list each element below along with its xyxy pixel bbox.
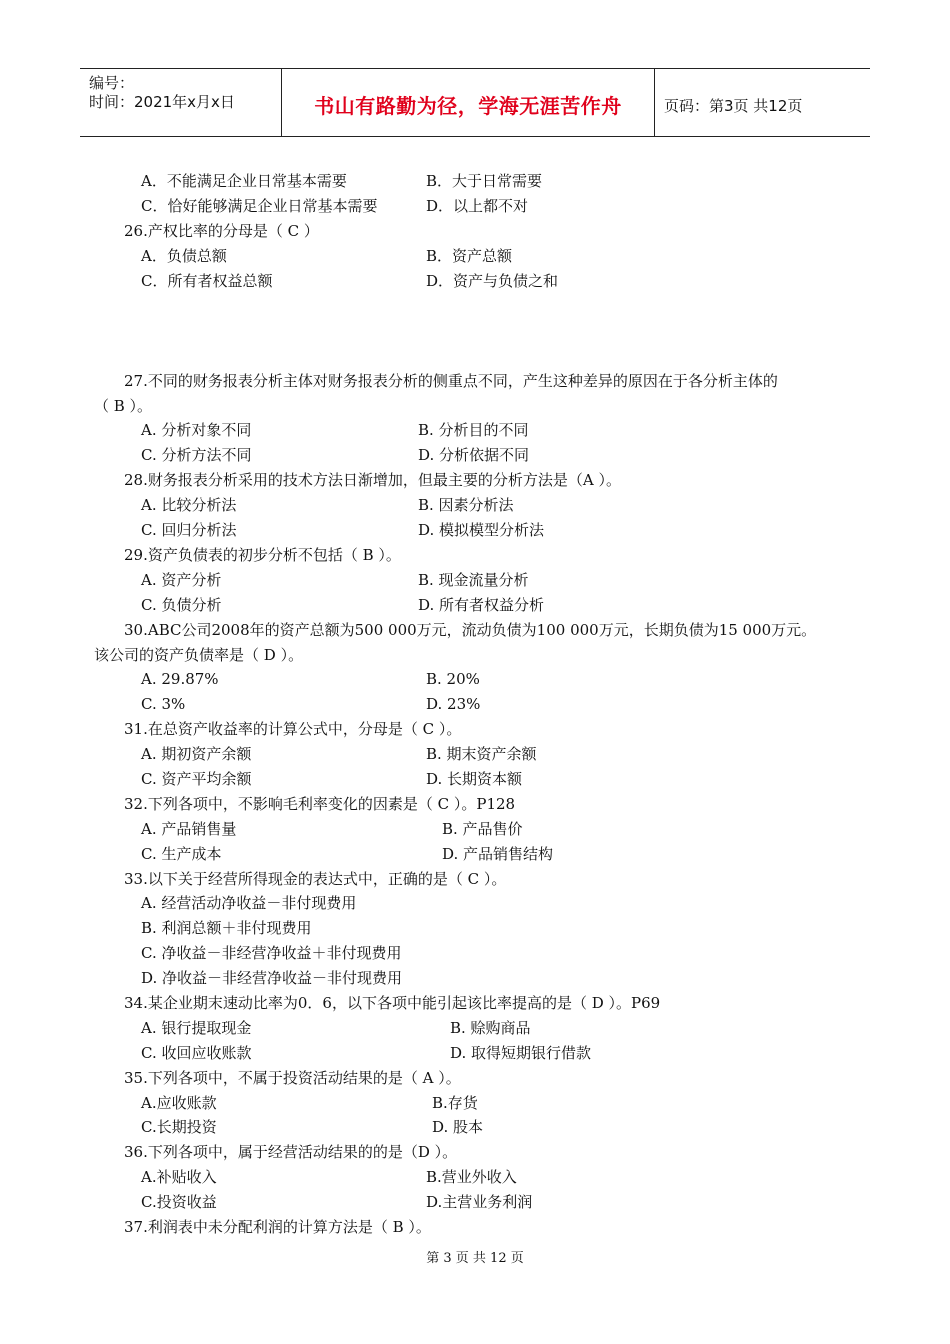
option-line: C. 收回应收账款: [141, 1044, 252, 1062]
option-line: D. 分析依据不同: [418, 446, 530, 464]
option-line: C. 生产成本: [141, 845, 222, 863]
option-line: C.长期投资: [141, 1118, 217, 1136]
option-line: D. 产品销售结构: [442, 845, 554, 863]
option-line: B. 赊购商品: [450, 1019, 531, 1037]
question-line: 35.下列各项中，不属于投资活动结果的是（ A ）。: [124, 1069, 461, 1087]
question-line: 29.资产负债表的初步分析不包括（ B ）。: [124, 546, 401, 564]
option-line: A. 29.87%: [141, 670, 219, 688]
option-line: D. 所有者权益分析: [418, 596, 545, 614]
option-line: A.补贴收入: [141, 1168, 217, 1186]
option-line: A．不能满足企业日常基本需要: [141, 172, 347, 190]
page-footer: 第 3 页 共 12 页: [426, 1251, 524, 1266]
option-line: A. 经营活动净收益－非付现费用: [141, 894, 357, 912]
option-line: B. 利润总额＋非付现费用: [141, 919, 312, 937]
question-line: 该公司的资产负债率是（ D ）。: [94, 646, 304, 664]
option-line: D.主营业务利润: [426, 1193, 533, 1211]
option-line: C. 回归分析法: [141, 521, 237, 539]
question-line: 33.以下关于经营所得现金的表达式中，正确的是（ C ）。: [124, 870, 507, 888]
question-line: （ B ）。: [94, 397, 153, 415]
option-line: D. 模拟模型分析法: [418, 521, 545, 539]
header-page-info: 页码：第3页 共12页: [664, 97, 803, 115]
question-line: 28.财务报表分析采用的技术方法日渐增加，但最主要的分析方法是（A ）。: [124, 471, 621, 489]
option-line: D．以上都不对: [426, 197, 529, 215]
option-line: C. 资产平均余额: [141, 770, 252, 788]
option-line: A.应收账款: [141, 1094, 217, 1112]
option-line: C.投资收益: [141, 1193, 217, 1211]
option-line: D. 净收益－非经营净收益－非付现费用: [141, 969, 403, 987]
option-line: C. 净收益－非经营净收益＋非付现费用: [141, 944, 402, 962]
option-line: D. 取得短期银行借款: [450, 1044, 592, 1062]
option-line: D. 长期资本额: [426, 770, 523, 788]
option-line: B. 分析目的不同: [418, 421, 529, 439]
question-line: 32.下列各项中，不影响毛利率变化的因素是（ C ）。P128: [124, 795, 516, 813]
question-line: 31.在总资产收益率的计算公式中，分母是（ C ）。: [124, 720, 462, 738]
header-motto: 书山有路勤为径，学海无涯苦作舟: [314, 94, 622, 118]
document-date: 时间：2021年x月x日: [89, 93, 235, 111]
option-line: C. 分析方法不同: [141, 446, 252, 464]
document-number-label: 编号：: [89, 74, 135, 92]
option-line: A. 资产分析: [141, 571, 222, 589]
option-line: A. 分析对象不同: [141, 421, 252, 439]
option-line: B. 20%: [426, 670, 480, 688]
option-line: B. 因素分析法: [418, 496, 514, 514]
option-line: C．所有者权益总额: [141, 272, 273, 290]
option-line: D. 23%: [426, 695, 481, 713]
option-line: B．资产总额: [426, 247, 513, 265]
question-line: 37.利润表中未分配利润的计算方法是（ B ）。: [124, 1218, 431, 1236]
header-table: [80, 68, 870, 137]
option-line: C. 3%: [141, 695, 186, 713]
header-divider: [654, 69, 655, 136]
option-line: A. 产品销售量: [141, 820, 237, 838]
question-line: 36.下列各项中，属于经营活动结果的的是（D ）。: [124, 1143, 458, 1161]
option-line: C．恰好能够满足企业日常基本需要: [141, 197, 378, 215]
option-line: A. 银行提取现金: [141, 1019, 252, 1037]
option-line: B.存货: [432, 1094, 478, 1112]
question-line: 27.不同的财务报表分析主体对财务报表分析的侧重点不同，产生这种差异的原因在于各分析主体的: [124, 372, 778, 390]
option-line: A．负债总额: [141, 247, 227, 265]
question-line: 30.ABC公司2008年的资产总额为500 000万元，流动负债为100 000万元，长期负债为15 000万元。: [124, 621, 817, 639]
option-line: B. 现金流量分析: [418, 571, 529, 589]
option-line: D．资产与负债之和: [426, 272, 559, 290]
option-line: B．大于日常需要: [426, 172, 543, 190]
option-line: C. 负债分析: [141, 596, 222, 614]
option-line: D. 股本: [432, 1118, 484, 1136]
option-line: B.营业外收入: [426, 1168, 517, 1186]
option-line: A. 比较分析法: [141, 496, 237, 514]
option-line: A. 期初资产余额: [141, 745, 252, 763]
question-line: 34.某企业期末速动比率为0．6，以下各项中能引起该比率提高的是（ D ）。P69: [124, 994, 661, 1012]
option-line: B. 产品售价: [442, 820, 523, 838]
question-line: 26.产权比率的分母是（ C ）: [124, 222, 319, 240]
option-line: B. 期末资产余额: [426, 745, 537, 763]
